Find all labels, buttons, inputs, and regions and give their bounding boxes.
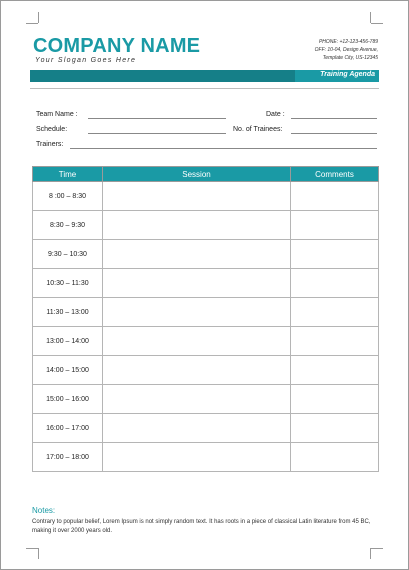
time-cell: 10:30 – 11:30 (33, 269, 103, 298)
company-name: COMPANY NAME (33, 35, 201, 57)
team-name-label: Team Name : (36, 111, 78, 118)
session-cell[interactable] (103, 414, 291, 443)
crop-mark-bottom-right (371, 548, 383, 549)
trainers-label: Trainers: (36, 141, 64, 148)
date-label: Date : (266, 111, 285, 118)
banner-dark-segment (30, 70, 295, 82)
crop-mark-top-left (38, 12, 39, 23)
crop-mark-top-left (26, 23, 38, 24)
crop-mark-top-right (370, 12, 371, 23)
address-line-2: Template City, US-12345 (322, 55, 378, 61)
team-name-field[interactable] (88, 118, 226, 119)
comments-cell[interactable] (291, 182, 379, 211)
table-row (33, 356, 379, 385)
comments-cell[interactable] (291, 327, 379, 356)
time-cell: 16:00 – 17:00 (33, 414, 103, 443)
crop-mark-bottom-left (38, 548, 39, 559)
session-cell[interactable] (103, 356, 291, 385)
comments-cell[interactable] (291, 443, 379, 472)
schedule-label: Schedule: (36, 126, 68, 133)
crop-mark-bottom-right (370, 548, 371, 559)
notes-heading: Notes: (32, 506, 56, 515)
comments-cell[interactable] (291, 385, 379, 414)
session-cell[interactable] (103, 327, 291, 356)
address-line-1: OFF: 10-04, Design Avenue, (314, 47, 378, 53)
comments-cell[interactable] (291, 298, 379, 327)
session-cell[interactable] (103, 182, 291, 211)
agenda-table (32, 166, 379, 472)
time-cell: 17:00 – 18:00 (33, 443, 103, 472)
crop-mark-top-right (371, 23, 383, 24)
column-header-comments: Comments (291, 167, 379, 182)
header-divider (30, 88, 379, 89)
session-cell[interactable] (103, 298, 291, 327)
contact-info (315, 38, 378, 62)
table-row (33, 298, 379, 327)
table-row (33, 211, 379, 240)
session-cell[interactable] (103, 211, 291, 240)
time-cell: 8 :00 – 8:30 (33, 182, 103, 211)
comments-cell[interactable] (291, 269, 379, 298)
comments-cell[interactable] (291, 414, 379, 443)
trainees-field[interactable] (291, 133, 377, 134)
column-header-session: Session (103, 167, 291, 182)
table-row (33, 269, 379, 298)
trainees-label: No. of Trainees: (233, 126, 283, 133)
table-row (33, 385, 379, 414)
session-cell[interactable] (103, 269, 291, 298)
table-row (33, 182, 379, 211)
time-cell: 11:30 – 13:00 (33, 298, 103, 327)
table-row (33, 240, 379, 269)
session-cell[interactable] (103, 385, 291, 414)
comments-cell[interactable] (291, 356, 379, 385)
table-row (33, 414, 379, 443)
table-header-row (33, 167, 379, 182)
trainers-field[interactable] (70, 148, 377, 149)
comments-cell[interactable] (291, 211, 379, 240)
notes-body: Contrary to popular belief, Lorem Ipsum is not simply random text. It has roots in a piece of classical Latin literature from 45 BC, making it over 2000 years old. (32, 519, 371, 534)
table-row (33, 443, 379, 472)
document-title: Training Agenda (320, 71, 375, 78)
schedule-field[interactable] (88, 133, 226, 134)
time-cell: 14:00 – 15:00 (33, 356, 103, 385)
company-slogan: Your Slogan Goes Here (35, 57, 137, 64)
crop-mark-bottom-left (26, 548, 38, 549)
table-row (33, 327, 379, 356)
phone-number: PHONE: +12-123-456-789 (318, 39, 378, 45)
time-cell: 13:00 – 14:00 (33, 327, 103, 356)
comments-cell[interactable] (291, 240, 379, 269)
column-header-time: Time (33, 167, 103, 182)
title-banner (30, 70, 379, 82)
session-cell[interactable] (103, 240, 291, 269)
time-cell: 15:00 – 16:00 (33, 385, 103, 414)
time-cell: 8:30 – 9:30 (33, 211, 103, 240)
date-field[interactable] (291, 118, 377, 119)
time-cell: 9:30 – 10:30 (33, 240, 103, 269)
session-cell[interactable] (103, 443, 291, 472)
